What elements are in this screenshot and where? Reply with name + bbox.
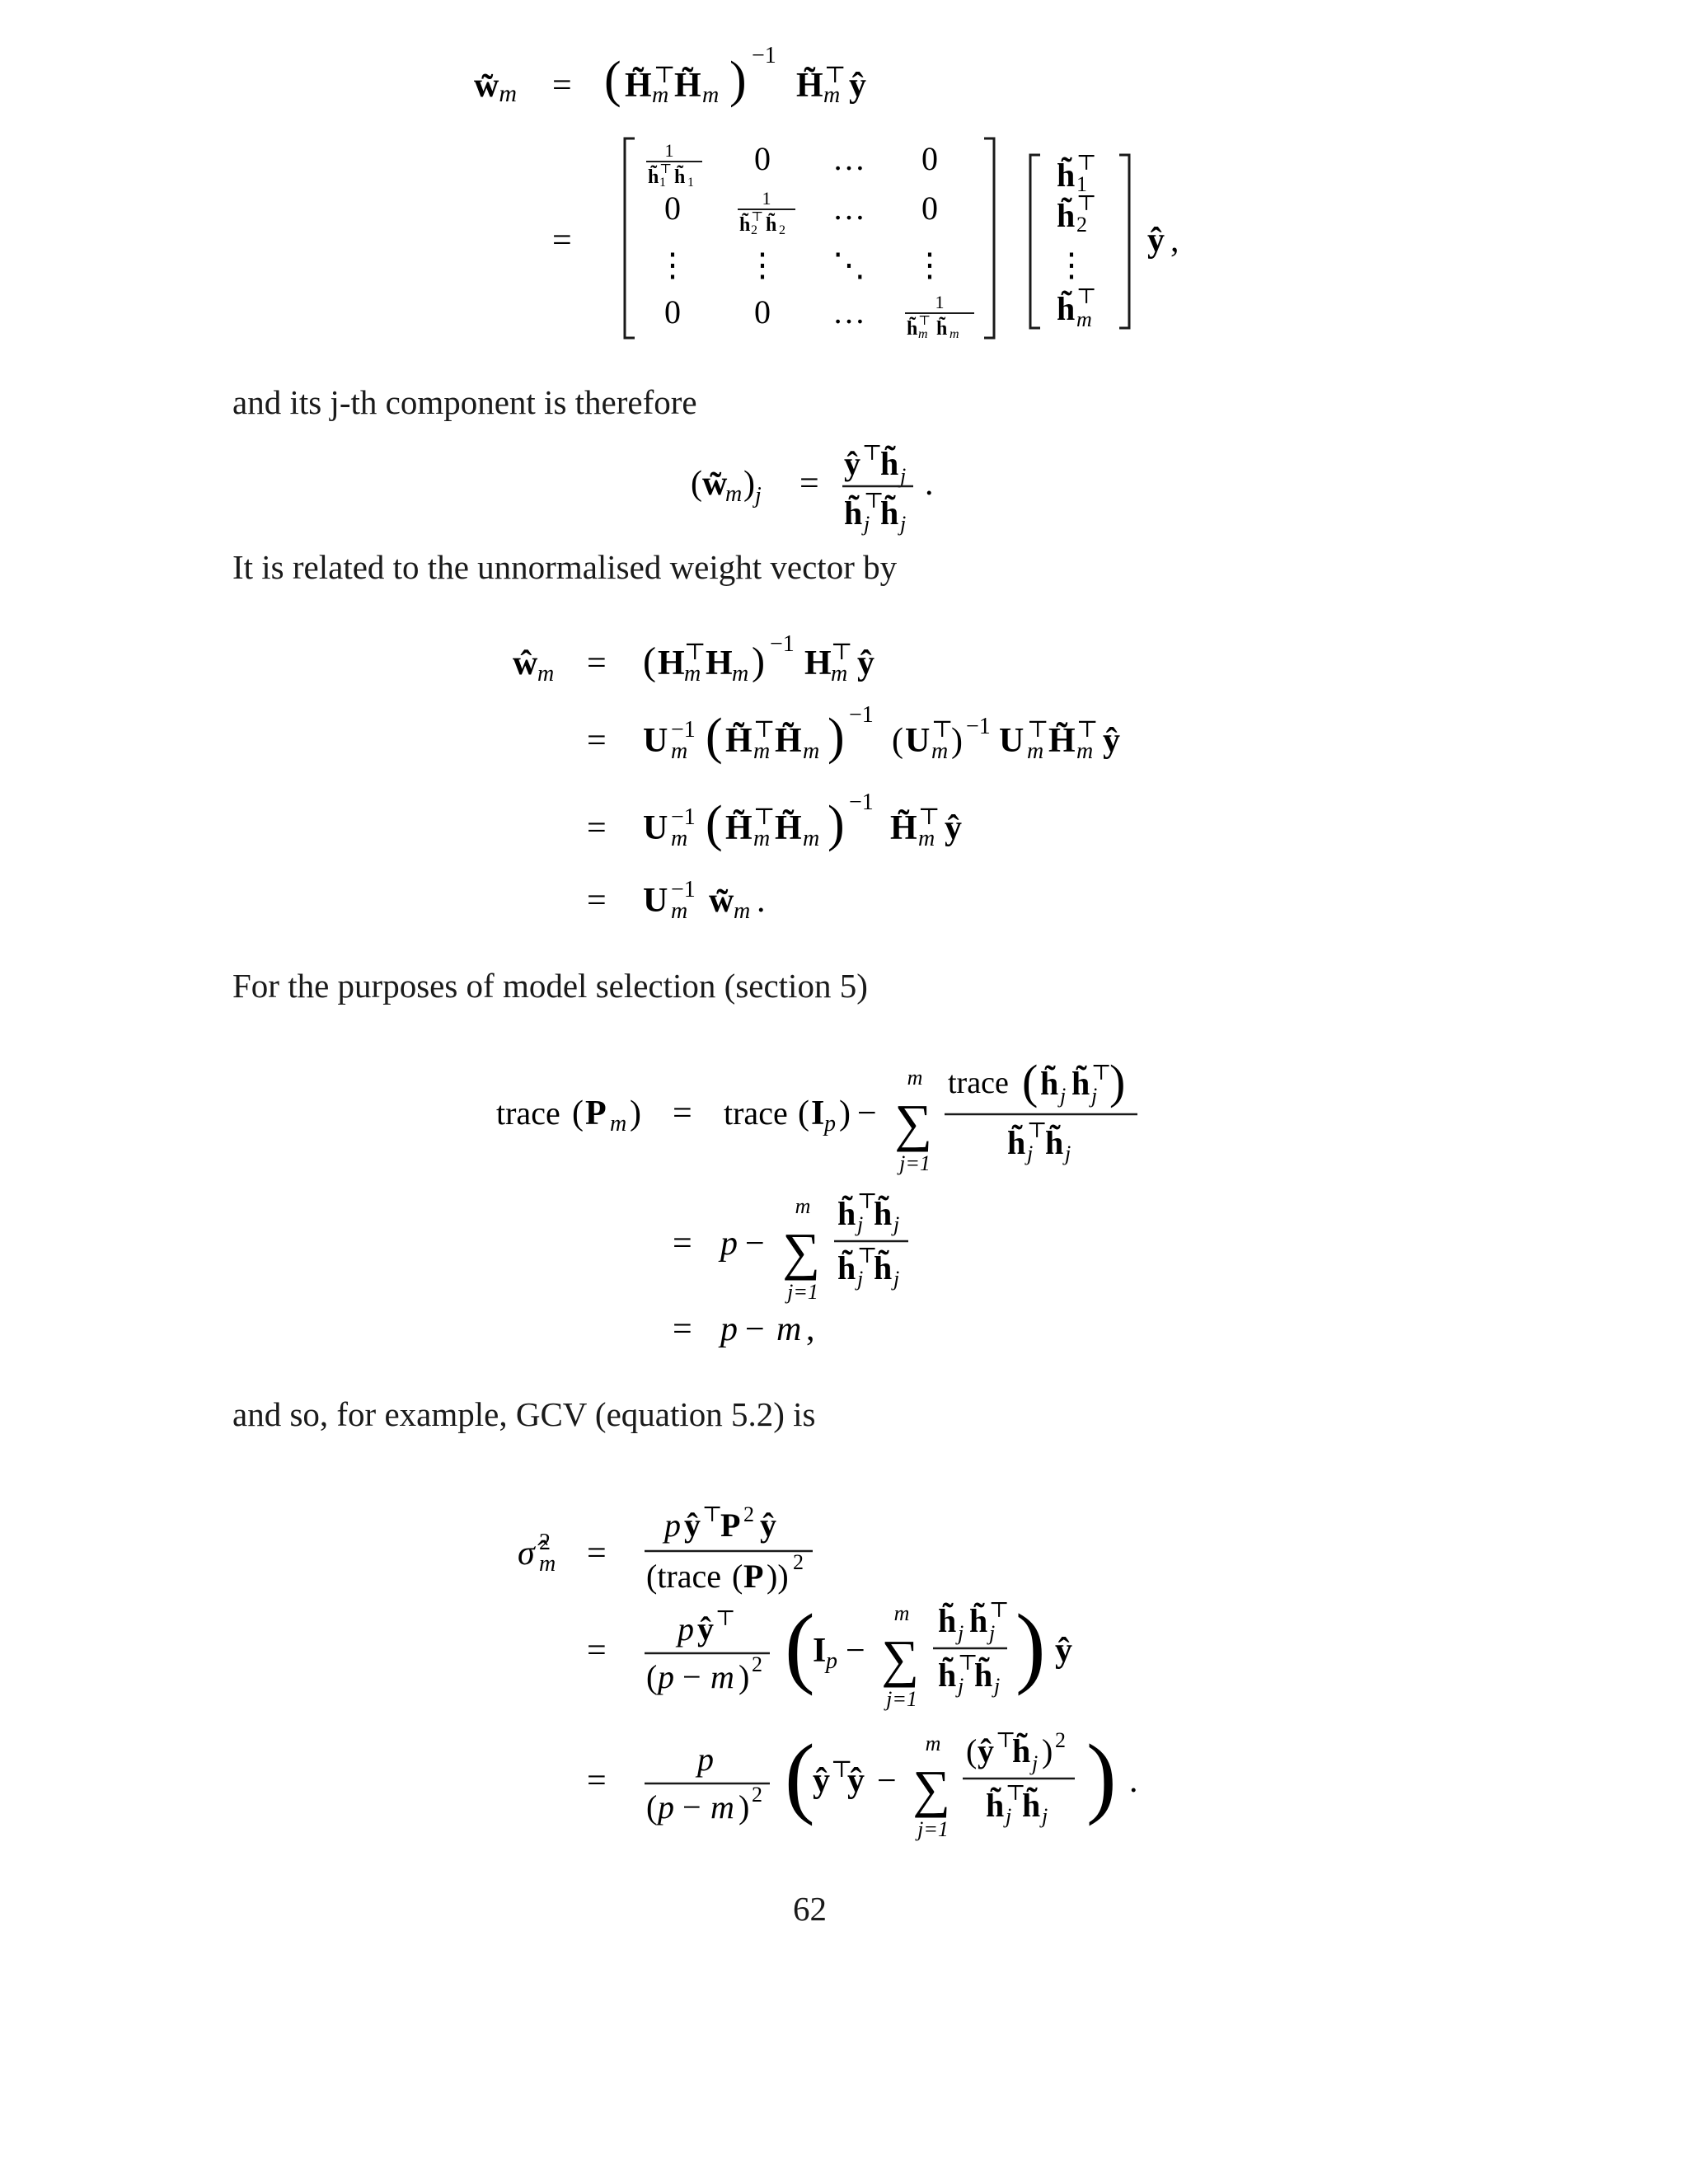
svg-text:−1: −1: [849, 790, 874, 815]
svg-text:): ): [738, 1658, 750, 1695]
svg-text:I: I: [811, 1094, 825, 1132]
svg-text:m: m: [610, 1111, 627, 1137]
svg-text:2: 2: [743, 1502, 754, 1526]
svg-text:⋮: ⋮: [656, 246, 689, 284]
svg-text:): ): [828, 709, 845, 765]
svg-text:2: 2: [779, 223, 785, 237]
svg-text:h̃: h̃: [837, 1249, 856, 1286]
svg-text:−: −: [682, 1788, 701, 1825]
svg-text:∑: ∑: [894, 1094, 932, 1152]
svg-text:h̃: h̃: [986, 1787, 1005, 1824]
svg-text:): ): [1042, 1732, 1053, 1769]
svg-text:−1: −1: [671, 804, 696, 830]
svg-text:): ): [729, 52, 747, 108]
svg-text:2: 2: [539, 1530, 551, 1555]
svg-text:): ): [1015, 1596, 1046, 1696]
svg-text:H̃: H̃: [796, 67, 823, 105]
svg-text:(: (: [572, 1094, 584, 1132]
svg-text:ŷ: ŷ: [847, 1762, 865, 1800]
svg-text:h̃: h̃: [1045, 1124, 1064, 1161]
svg-text:0: 0: [664, 293, 681, 330]
svg-text:m: m: [537, 661, 555, 687]
svg-text:): ): [839, 1094, 851, 1132]
svg-text:2: 2: [751, 223, 757, 237]
svg-text:⊤: ⊤: [684, 640, 706, 665]
svg-text:⊤: ⊤: [989, 1598, 1010, 1622]
svg-text:h̃: h̃: [766, 214, 777, 236]
svg-text:p: p: [720, 1225, 738, 1263]
svg-text:=: =: [587, 722, 607, 760]
svg-text:⊤: ⊤: [1006, 1781, 1026, 1805]
svg-text:⋮: ⋮: [913, 246, 946, 284]
paragraph-unnormalised: It is related to the unnormalised weight vector by: [232, 548, 898, 586]
svg-text:m: m: [1027, 738, 1044, 764]
svg-text:m: m: [1076, 307, 1092, 331]
svg-text:ŷ: ŷ: [857, 644, 874, 682]
svg-text:0: 0: [921, 190, 938, 227]
svg-text:w̃: w̃: [702, 465, 728, 503]
svg-text:m: m: [684, 661, 701, 687]
svg-text:⊤: ⊤: [715, 1606, 736, 1630]
svg-text:∑: ∑: [782, 1222, 820, 1281]
svg-text:⊤: ⊤: [958, 1651, 978, 1675]
svg-text:=: =: [587, 1762, 607, 1800]
svg-text:⊤: ⊤: [1091, 1061, 1112, 1085]
svg-text:h̃: h̃: [1012, 1732, 1031, 1769]
svg-text:h̃: h̃: [1057, 157, 1076, 194]
svg-text:): ): [743, 465, 755, 503]
svg-text:m: m: [1076, 738, 1094, 764]
paragraph-jth-component: and its j-th component is therefore: [232, 383, 697, 421]
svg-text:p: p: [697, 1741, 714, 1778]
svg-text:p: p: [824, 1111, 836, 1137]
svg-text:j: j: [857, 1267, 864, 1291]
svg-text:I: I: [813, 1632, 827, 1670]
svg-text:(: (: [706, 796, 723, 852]
svg-text:): ): [630, 1094, 641, 1132]
svg-text:j: j: [1065, 1141, 1071, 1165]
svg-text:⊤: ⊤: [1027, 717, 1049, 743]
svg-text:H: H: [804, 644, 832, 682]
svg-text:m: m: [823, 82, 841, 108]
paragraph-gcv: and so, for example, GCV (equation 5.2) is: [232, 1395, 816, 1433]
svg-text:m: m: [918, 826, 935, 851]
page-number: 62: [793, 1890, 827, 1928]
svg-text:…: …: [832, 190, 865, 227]
svg-text:h̃: h̃: [674, 166, 686, 188]
svg-text:1: 1: [935, 292, 945, 312]
svg-text:p: p: [826, 1648, 837, 1674]
svg-text:H̃: H̃: [775, 722, 802, 760]
svg-text:m: m: [776, 1310, 802, 1348]
svg-text:⊤: ⊤: [753, 804, 776, 830]
svg-text:p: p: [664, 1507, 681, 1544]
svg-text:h̃: h̃: [938, 1657, 957, 1694]
paragraph-model-selection: For the purposes of model selection (section 5): [232, 967, 868, 1005]
svg-text:−1: −1: [671, 877, 696, 902]
svg-text:ŷ: ŷ: [945, 809, 962, 847]
svg-text:⋱: ⋱: [832, 246, 865, 284]
svg-text:0: 0: [754, 293, 771, 330]
svg-text:=: =: [552, 67, 572, 105]
svg-text:m: m: [950, 327, 959, 341]
svg-text:⊤: ⊤: [831, 1757, 853, 1783]
svg-text:(: (: [646, 1788, 658, 1825]
svg-text:⊤: ⊤: [857, 1244, 878, 1268]
svg-text:h̃: h̃: [1057, 197, 1076, 234]
svg-text:⊤: ⊤: [831, 640, 853, 665]
svg-text:H̃: H̃: [775, 809, 802, 847]
svg-text:j: j: [1042, 1804, 1048, 1828]
svg-text:m: m: [831, 661, 848, 687]
svg-text:h̃: h̃: [880, 494, 899, 532]
svg-text:⊤: ⊤: [857, 1189, 878, 1213]
svg-text:ŷ: ŷ: [978, 1732, 994, 1769]
svg-text:H: H: [658, 644, 685, 682]
svg-text:j: j: [900, 464, 907, 488]
svg-text:j: j: [893, 1212, 900, 1236]
svg-text:1: 1: [664, 140, 674, 161]
svg-text:⊤: ⊤: [654, 63, 676, 88]
svg-text:ŷ: ŷ: [813, 1762, 830, 1800]
svg-text:⊤: ⊤: [918, 314, 931, 328]
svg-text:h̃: h̃: [907, 318, 918, 340]
svg-text:U: U: [999, 722, 1025, 760]
svg-text:h̃: h̃: [739, 214, 751, 236]
svg-text:−: −: [877, 1762, 897, 1800]
svg-text:H̃: H̃: [1048, 722, 1076, 760]
svg-text:m: m: [734, 898, 751, 924]
svg-text:): ): [951, 722, 963, 760]
svg-text:ŷ: ŷ: [1055, 1632, 1072, 1670]
svg-text:h̃: h̃: [880, 445, 899, 482]
svg-text:m: m: [725, 481, 743, 507]
svg-text:j: j: [755, 483, 762, 509]
svg-text:h̃: h̃: [837, 1195, 856, 1232]
svg-text:⊤: ⊤: [1076, 284, 1097, 308]
svg-text:2: 2: [793, 1550, 804, 1574]
svg-text:m: m: [753, 826, 771, 851]
svg-text:j: j: [1032, 1751, 1039, 1775]
svg-text:⊤: ⊤: [824, 63, 846, 88]
svg-text:2: 2: [1055, 1728, 1066, 1752]
svg-text:)): )): [767, 1558, 789, 1595]
svg-text:m: m: [702, 82, 720, 108]
svg-text:p: p: [720, 1310, 738, 1348]
svg-text:j: j: [958, 1621, 964, 1645]
svg-text:): ): [1086, 1726, 1117, 1826]
svg-text:p: p: [658, 1788, 674, 1825]
svg-text:m: m: [710, 1658, 734, 1695]
svg-text:ŷ: ŷ: [760, 1507, 776, 1544]
svg-text:m: m: [732, 661, 749, 687]
svg-text:): ): [1109, 1055, 1126, 1108]
svg-text:.: .: [925, 465, 934, 503]
svg-text:=: =: [799, 465, 819, 503]
svg-text:−1: −1: [671, 717, 696, 743]
svg-text:(: (: [785, 1596, 815, 1696]
svg-text:⊤: ⊤: [864, 489, 884, 513]
svg-text:m: m: [803, 826, 820, 851]
svg-text:⊤: ⊤: [753, 717, 776, 743]
svg-text:ŷ: ŷ: [849, 67, 866, 105]
svg-text:h̃: h̃: [648, 166, 659, 188]
svg-text:U: U: [643, 882, 668, 920]
svg-text:σ̂: σ̂: [518, 1535, 535, 1572]
svg-text:1: 1: [659, 176, 666, 190]
svg-text:p: p: [658, 1658, 674, 1695]
svg-text:ŵ: ŵ: [513, 644, 538, 682]
svg-text:m: m: [539, 1551, 556, 1577]
svg-text:⊤: ⊤: [931, 717, 954, 743]
svg-text:⊤: ⊤: [659, 162, 673, 176]
svg-text:P: P: [720, 1507, 741, 1544]
svg-text:ŷ: ŷ: [684, 1507, 701, 1544]
svg-text:(: (: [966, 1732, 978, 1769]
svg-text:trace: trace: [948, 1066, 1009, 1100]
svg-text:j=1: j=1: [899, 1151, 931, 1175]
svg-text:=: =: [673, 1310, 692, 1348]
svg-text:,: ,: [806, 1310, 815, 1348]
svg-text:=: =: [587, 1535, 607, 1572]
svg-text:): ): [738, 1788, 750, 1825]
svg-text:ŷ: ŷ: [1147, 222, 1165, 260]
svg-text:trace: trace: [724, 1094, 788, 1132]
svg-text:j: j: [857, 1212, 864, 1236]
svg-text:⋮: ⋮: [1055, 246, 1088, 284]
svg-text:2: 2: [1076, 213, 1087, 237]
svg-text:m: m: [893, 1601, 910, 1625]
svg-text:j: j: [893, 1267, 900, 1291]
svg-text:P: P: [743, 1558, 764, 1595]
svg-text:ŷ: ŷ: [697, 1610, 714, 1647]
svg-text:⊤: ⊤: [1076, 717, 1099, 743]
svg-text:⊤: ⊤: [918, 804, 940, 830]
svg-text:j: j: [1091, 1084, 1098, 1108]
svg-text:=: =: [587, 1632, 607, 1670]
svg-text:−: −: [745, 1225, 765, 1263]
svg-text:): ): [828, 796, 845, 852]
svg-text:ŷ: ŷ: [844, 445, 860, 482]
svg-text:m: m: [671, 826, 688, 851]
svg-text:0: 0: [921, 140, 938, 177]
svg-text:1: 1: [687, 176, 694, 190]
svg-text:U: U: [643, 809, 668, 847]
svg-text:−: −: [682, 1658, 701, 1695]
svg-text:h̃: h̃: [969, 1602, 988, 1639]
svg-text:⋮: ⋮: [746, 246, 779, 284]
svg-text:.: .: [1129, 1762, 1138, 1800]
svg-text:j=1: j=1: [787, 1280, 818, 1304]
svg-text:m: m: [803, 738, 820, 764]
svg-text:⊤: ⊤: [862, 441, 883, 465]
svg-text:j: j: [994, 1674, 1001, 1698]
svg-text:−: −: [846, 1632, 865, 1670]
svg-text:…: …: [832, 293, 865, 330]
svg-text:=: =: [587, 882, 607, 920]
svg-text:m: m: [753, 738, 771, 764]
svg-text:=: =: [587, 644, 607, 682]
svg-text:h̃: h̃: [974, 1657, 993, 1694]
svg-text:H: H: [706, 644, 733, 682]
svg-text:j: j: [900, 512, 907, 536]
svg-text:…: …: [832, 140, 865, 177]
svg-text:m: m: [925, 1732, 941, 1755]
svg-text:w̃m: w̃m: [474, 67, 518, 107]
svg-text:H̃: H̃: [625, 67, 652, 105]
svg-text:−1: −1: [849, 702, 874, 728]
svg-text:m: m: [671, 738, 688, 764]
svg-text:(: (: [732, 1558, 743, 1595]
svg-text:(: (: [604, 52, 621, 108]
svg-text:h̃: h̃: [1071, 1065, 1090, 1102]
svg-text:(: (: [706, 709, 723, 765]
svg-text:−1: −1: [966, 714, 991, 739]
svg-text:=: =: [673, 1094, 692, 1132]
svg-text:−1: −1: [752, 43, 776, 68]
svg-text:j=1: j=1: [917, 1817, 949, 1841]
svg-text:j=1: j=1: [886, 1687, 917, 1711]
svg-text:0: 0: [664, 190, 681, 227]
svg-text:(: (: [643, 640, 656, 683]
svg-text:m: m: [671, 898, 688, 924]
svg-text:=: =: [673, 1225, 692, 1263]
svg-text:2: 2: [752, 1652, 762, 1676]
svg-text:h̃: h̃: [938, 1602, 957, 1639]
svg-text:(: (: [785, 1726, 815, 1826]
svg-text:p: p: [678, 1610, 694, 1647]
svg-text:m: m: [907, 1066, 923, 1090]
svg-text:2: 2: [752, 1783, 762, 1807]
svg-text:=: =: [587, 809, 607, 847]
svg-text:=: =: [552, 222, 572, 260]
svg-text:U: U: [905, 722, 931, 760]
svg-text:j: j: [864, 512, 870, 536]
svg-text:ŷ: ŷ: [1103, 722, 1120, 760]
svg-text:−1: −1: [770, 631, 795, 657]
svg-text:h̃: h̃: [874, 1195, 893, 1232]
svg-text:h̃: h̃: [1057, 290, 1076, 327]
svg-text:trace: trace: [496, 1094, 560, 1132]
svg-text:⊤: ⊤: [702, 1502, 723, 1526]
svg-text:h̃: h̃: [936, 318, 948, 340]
svg-text:1: 1: [1076, 172, 1087, 196]
svg-text:m: m: [652, 82, 669, 108]
svg-text:j: j: [1006, 1804, 1012, 1828]
svg-text:H̃: H̃: [725, 722, 753, 760]
svg-text:,: ,: [1170, 222, 1179, 260]
svg-text:U: U: [643, 722, 668, 760]
svg-text:m: m: [931, 738, 949, 764]
svg-text:(: (: [1022, 1055, 1039, 1108]
svg-text:j: j: [1027, 1141, 1034, 1165]
svg-text:0: 0: [754, 140, 771, 177]
svg-text:m: m: [710, 1788, 734, 1825]
svg-text:h̃: h̃: [1040, 1065, 1059, 1102]
svg-text:(trace: (trace: [646, 1558, 722, 1595]
svg-text:−: −: [857, 1094, 877, 1132]
svg-text:(: (: [646, 1658, 658, 1695]
svg-text:w̃: w̃: [709, 882, 734, 920]
svg-text:h̃: h̃: [1022, 1787, 1041, 1824]
svg-text:⊤: ⊤: [1076, 151, 1097, 175]
svg-text:H̃: H̃: [890, 809, 917, 847]
svg-text:): ): [752, 640, 765, 683]
svg-text:(: (: [798, 1094, 809, 1132]
svg-text:.: .: [757, 882, 766, 920]
svg-text:∑: ∑: [881, 1629, 919, 1688]
svg-text:P: P: [585, 1094, 607, 1132]
svg-text:(: (: [892, 722, 903, 760]
svg-text:⊤: ⊤: [751, 210, 764, 224]
svg-text:m: m: [795, 1194, 811, 1218]
svg-text:⊤: ⊤: [1027, 1118, 1048, 1142]
svg-text:j: j: [1060, 1084, 1067, 1108]
svg-text:⊤: ⊤: [996, 1728, 1016, 1752]
svg-text:h̃: h̃: [1007, 1124, 1026, 1161]
svg-text:j: j: [958, 1674, 964, 1698]
svg-text:j: j: [989, 1621, 996, 1645]
svg-text:m: m: [918, 327, 928, 341]
svg-text:H̃: H̃: [674, 67, 701, 105]
svg-text:h̃: h̃: [844, 494, 863, 532]
svg-text:−: −: [745, 1310, 765, 1348]
svg-text:H̃: H̃: [725, 809, 753, 847]
svg-text:1: 1: [762, 188, 771, 209]
svg-text:⊤: ⊤: [1076, 191, 1097, 215]
svg-text:h̃: h̃: [874, 1249, 893, 1286]
svg-text:∑: ∑: [912, 1760, 950, 1818]
svg-text:(: (: [691, 465, 702, 503]
